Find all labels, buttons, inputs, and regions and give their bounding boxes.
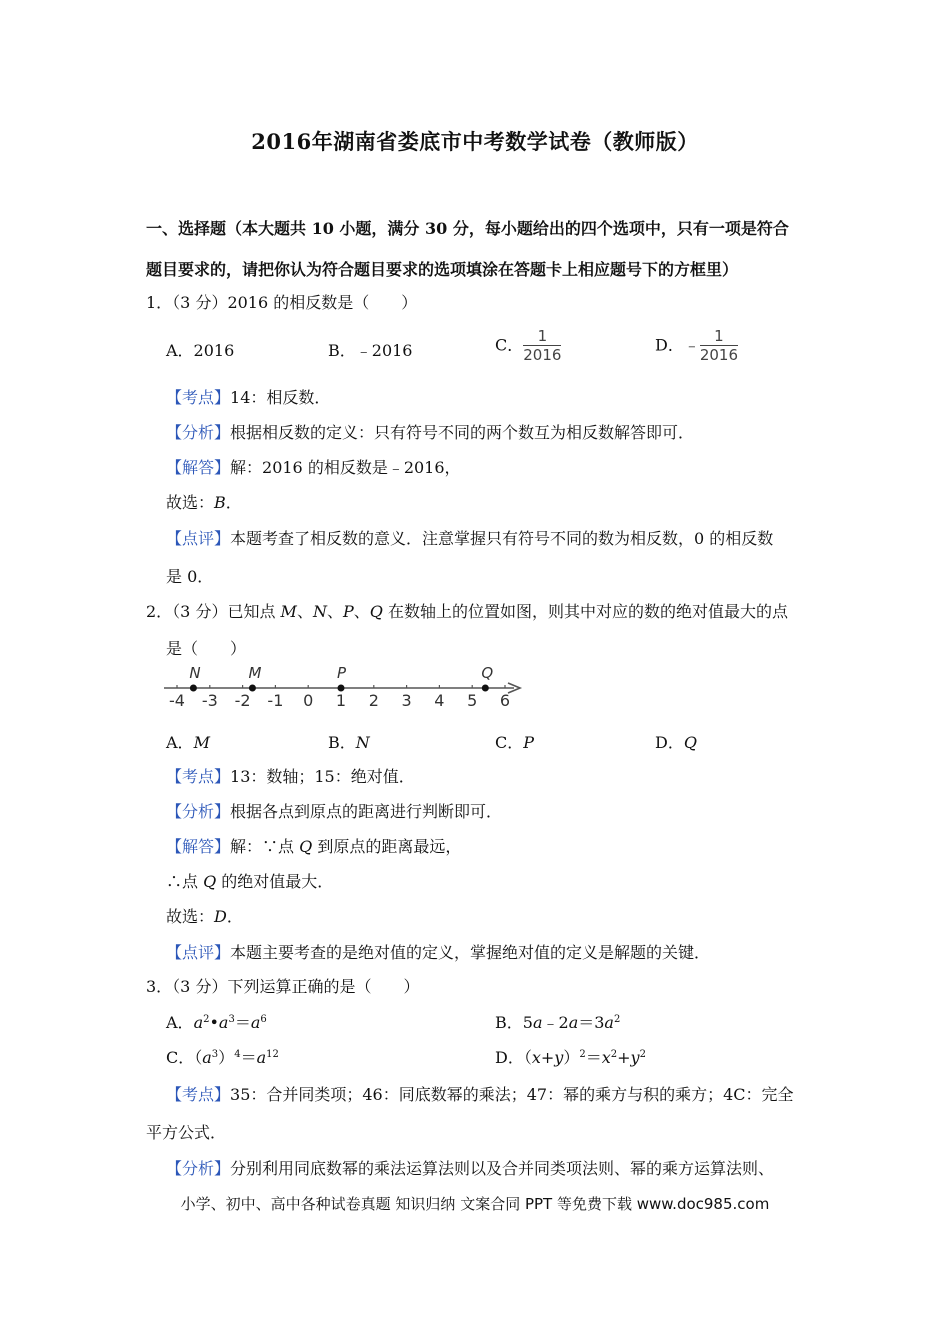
q1-dianping-cont: 是 0．	[166, 567, 214, 586]
q2-point-m: M	[280, 602, 297, 621]
kaodian-label: 【考点】	[166, 1085, 231, 1104]
q1-jieda	[166, 455, 461, 478]
q2-dianping-text: 本题主要考查的是绝对值的定义，掌握绝对值的定义是解题的关键．	[230, 943, 711, 962]
q1-option-d-prefix: D．﹣	[655, 335, 700, 355]
q2-jieda-q: Q	[299, 837, 313, 856]
number-line-point-q	[482, 685, 489, 692]
q2-option-a-value: M	[193, 733, 210, 752]
q2-jieda	[166, 834, 461, 857]
q3-kaodian	[166, 1082, 794, 1105]
q2-sep: 、	[353, 602, 370, 621]
q2-therefore-q: Q	[203, 872, 217, 891]
q2-option-d-prefix: D．	[655, 733, 684, 752]
q3-fenxi	[166, 1156, 774, 1179]
q2-option-a	[166, 730, 210, 753]
q1-option-b: B．﹣2016	[328, 341, 413, 360]
jieda-label: 【解答】	[166, 458, 231, 477]
q2-therefore	[166, 869, 333, 892]
q3-fenxi-text: 分别利用同底数幂的乘法运算法则以及合并同类项法则、幂的乘方运算法则、	[230, 1159, 775, 1178]
q3-option-c-prefix: C．（	[166, 1048, 203, 1067]
q1-jieda-text: 解：2016 的相反数是﹣2016，	[230, 458, 461, 477]
q1-stem: 1．（3 分）2016 的相反数是（ ）	[146, 293, 418, 312]
q1-option-a: A．2016	[166, 341, 235, 360]
q3-kaodian-text: 35：合并同类项；46：同底数幂的乘法；47：幂的乘方与积的乘方；4C：完全	[230, 1085, 794, 1104]
fenxi-label: 【分析】	[166, 802, 231, 821]
q2-jieda-a: 解：∵点	[230, 837, 300, 856]
q2-stem-b: 在数轴上的位置如图，则其中对应的数的绝对值最大的点	[382, 602, 788, 621]
q2-point-n: N	[312, 602, 327, 621]
number-line-tick-label: -4	[169, 691, 185, 710]
q1-kaodian	[166, 385, 330, 408]
section-heading-line-1: 一、选择题（本大题共 10 小题，满分 30 分，每小题给出的四个选项中，只有一项是符合	[146, 219, 789, 238]
q1-option-d-fraction	[700, 328, 738, 364]
number-line-tick-label: 6	[499, 691, 511, 710]
number-line-tick-label: 2	[368, 691, 379, 710]
q1-dianping-text: 本题考查了相反数的意义．注意掌握只有符号不同的数为相反数，0 的相反数	[230, 529, 774, 548]
q2-option-c	[495, 730, 534, 753]
fenxi-label: 【分析】	[166, 423, 231, 442]
page-title: 2016年湖南省娄底市中考数学试卷（教师版）	[251, 129, 699, 154]
q2-point-q: Q	[369, 602, 383, 621]
q1-fenxi-text: 根据相反数的定义：只有符号不同的两个数互为相反数解答即可．	[230, 423, 695, 442]
q3-option-d-prefix: D．（	[495, 1048, 532, 1067]
number-line-point-n	[190, 685, 197, 692]
q2-option-b	[328, 730, 370, 753]
q1-option-c-numerator: 1	[537, 327, 548, 345]
q3-option-a: A．$a^2•a^3=a^6$	[166, 1013, 267, 1032]
q2-answer-suffix: ．	[226, 907, 243, 926]
q1-answer-suffix: ．	[225, 493, 242, 512]
q1-option-c-prefix: C．	[495, 335, 524, 355]
number-line-point-label: N	[189, 664, 201, 682]
q1-answer-letter: B	[214, 493, 226, 512]
q2-kaodian-text: 13：数轴；15：绝对值．	[230, 767, 415, 786]
q2-therefore-a: ∴点	[166, 872, 204, 891]
number-line-tick-label: 5	[467, 691, 478, 710]
number-line-figure	[158, 660, 528, 712]
q1-option-d-numerator: 1	[714, 327, 724, 345]
number-line-point-label: Q	[481, 664, 494, 682]
q2-answer-prefix: 故选：	[166, 907, 215, 926]
q1-option-c-fraction	[523, 328, 561, 364]
q1-kaodian-text: 14：相反数．	[230, 388, 331, 407]
q3-option-c: C．$(a^3)^4=a^{12}$	[166, 1048, 279, 1067]
number-line-point-label: M	[248, 664, 262, 682]
footer-ad: 小学、初中、高中各种试卷真题 知识归纳 文案合同 PPT 等免费下载 www.doc985.com	[180, 1195, 770, 1213]
section-heading-line-2: 题目要求的，请把你认为符合题目要求的选项填涂在答题卡上相应题号下的方框里）	[146, 260, 739, 279]
q2-option-d	[655, 730, 697, 753]
number-line-tick-label: 0	[303, 691, 314, 710]
q3-kaodian-cont: 平方公式．	[146, 1123, 227, 1142]
q1-answer-prefix: 故选：	[166, 493, 215, 512]
q2-answer	[166, 904, 243, 927]
number-line-tick-label: -3	[201, 691, 218, 710]
number-line-tick-label: 3	[401, 691, 412, 710]
q2-option-d-value: Q	[683, 733, 697, 752]
q2-stem-line-1	[146, 599, 788, 622]
q2-fenxi-text: 根据各点到原点的距离进行判断即可．	[230, 802, 503, 821]
q1-answer	[166, 490, 242, 513]
number-line-point-m	[249, 685, 256, 692]
kaodian-label: 【考点】	[166, 767, 231, 786]
number-line-point-p	[338, 685, 345, 692]
q2-option-b-value: N	[355, 733, 370, 752]
q2-kaodian	[166, 764, 415, 787]
q1-option-c	[495, 328, 561, 364]
q3-option-b: B．$5a﹣2a=3a^2$	[495, 1013, 621, 1032]
q3-option-b-prefix: B．5	[495, 1013, 533, 1032]
q2-fenxi	[166, 799, 502, 822]
q3-option-a-prefix: A．	[166, 1013, 194, 1032]
q2-sep: 、	[296, 602, 313, 621]
number-line-tick-label: 1	[335, 691, 347, 710]
q1-option-c-denominator: 2016	[523, 346, 562, 364]
q2-stem-a: 2．（3 分）已知点	[146, 602, 281, 621]
q1-dianping	[166, 526, 773, 549]
q3-stem: 3．（3 分）下列运算正确的是（ ）	[146, 977, 420, 996]
q2-option-c-prefix: C．	[495, 733, 524, 752]
q2-answer-letter: D	[214, 907, 227, 926]
number-line-tick-label: -1	[267, 691, 284, 710]
q2-jieda-b: 到原点的距离最远，	[312, 837, 462, 856]
q2-therefore-b: 的绝对值最大．	[216, 872, 334, 891]
q1-option-d	[655, 328, 738, 364]
number-line-tick-label: -2	[234, 691, 251, 710]
number-line-point-label: P	[337, 664, 347, 682]
number-line-tick-label: 4	[434, 691, 445, 710]
jieda-label: 【解答】	[166, 837, 231, 856]
q1-fenxi	[166, 420, 694, 443]
fenxi-label: 【分析】	[166, 1159, 231, 1178]
q2-dianping	[166, 940, 710, 963]
q2-option-b-prefix: B．	[328, 733, 356, 752]
q2-stem-line-2: 是（ ）	[166, 639, 247, 658]
q2-point-p: P	[342, 602, 354, 621]
q2-sep: 、	[326, 602, 343, 621]
dianping-label: 【点评】	[166, 529, 231, 548]
kaodian-label: 【考点】	[166, 388, 231, 407]
q2-option-c-value: P	[523, 733, 535, 752]
q3-option-d: D．$(x+y)^2=x^2+y^2$	[495, 1048, 646, 1067]
q1-option-d-denominator: 2016	[699, 346, 739, 364]
dianping-label: 【点评】	[166, 943, 231, 962]
q2-option-a-prefix: A．	[166, 733, 194, 752]
